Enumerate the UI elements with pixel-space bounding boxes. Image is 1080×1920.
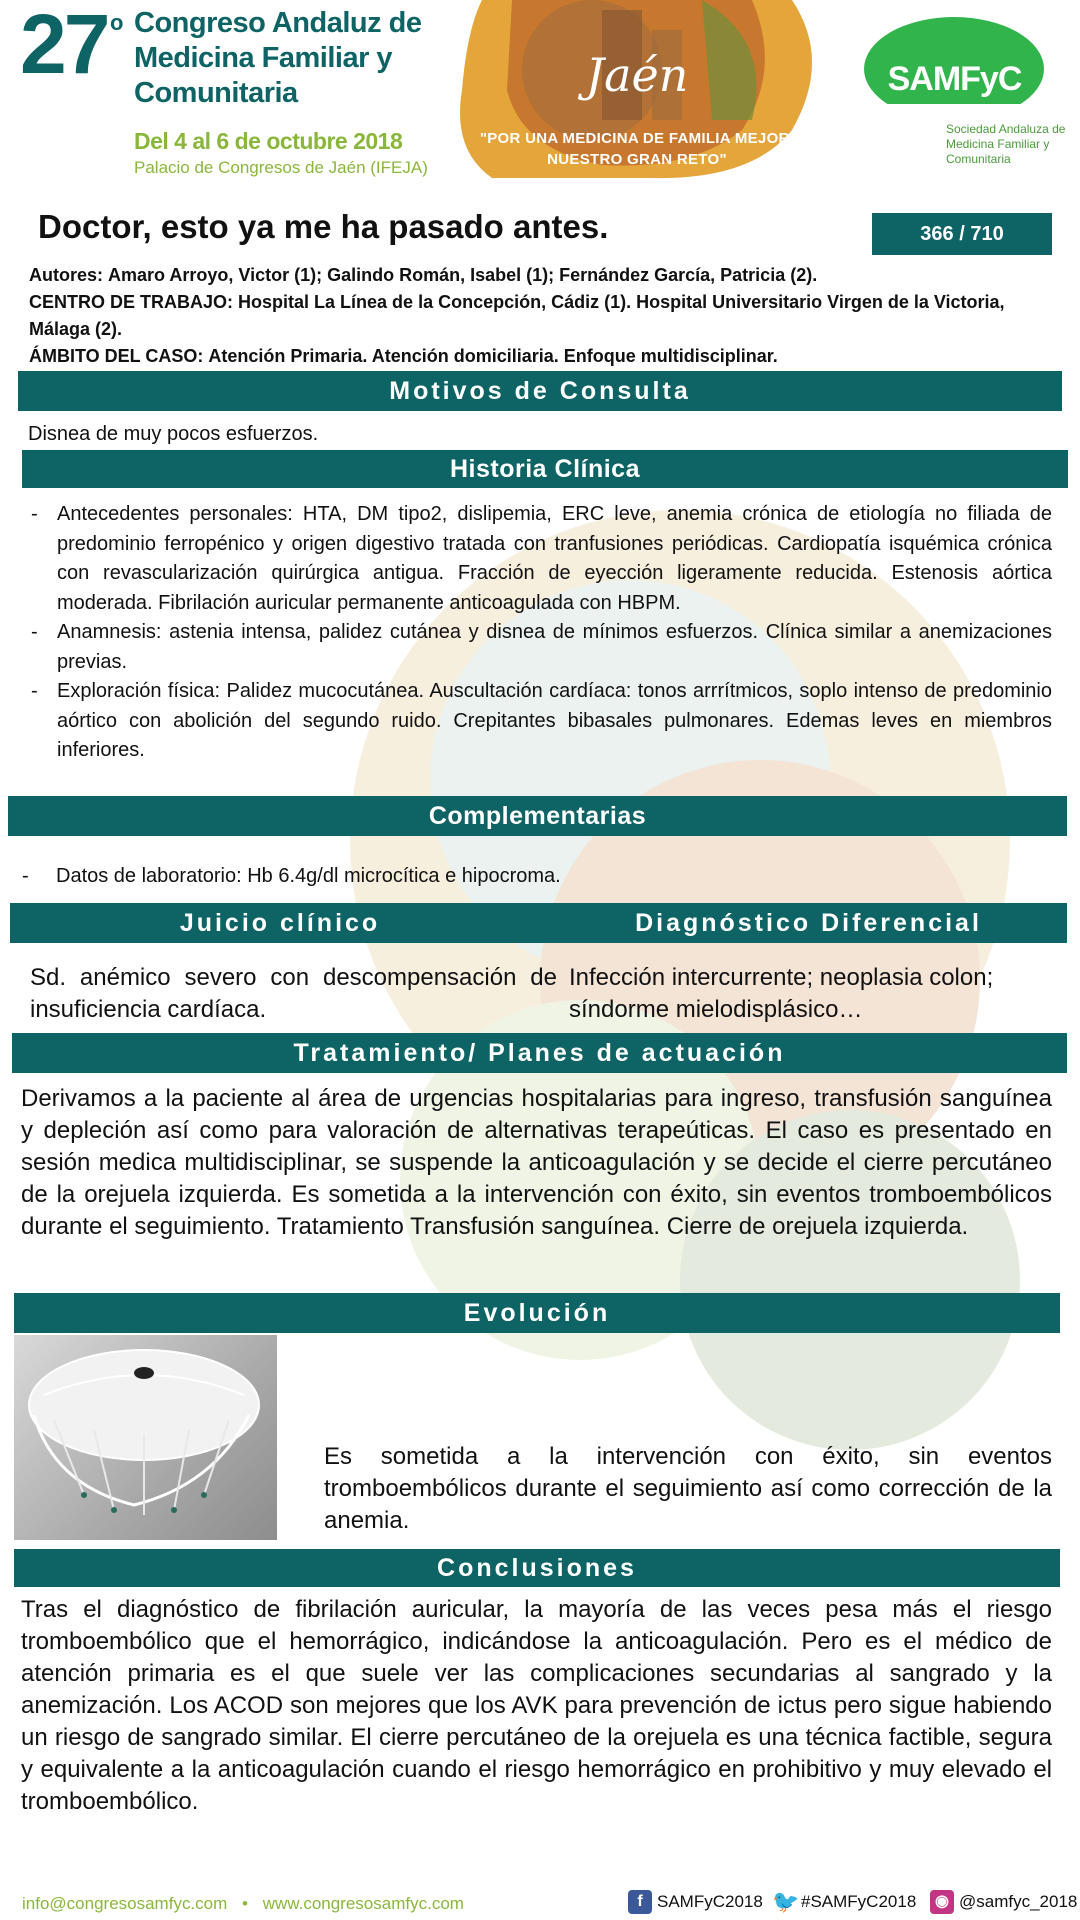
section-heading-conclusiones: Conclusiones bbox=[14, 1549, 1060, 1587]
complementarias-list bbox=[20, 862, 1050, 892]
facebook-handle: SAMFyC2018 bbox=[657, 1892, 763, 1911]
authors-value: Amaro Arroyo, Victor (1); Galindo Román, Isabel (1); Fernández García, Patricia (2). bbox=[108, 265, 818, 285]
footer-facebook[interactable] bbox=[628, 1890, 763, 1914]
congress-dates: Del 4 al 6 de octubre 2018 bbox=[134, 128, 403, 154]
evolucion-text: Es sometida a la intervención con éxito, sin eventos tromboembólicos durante el seguimiento así como corrección de la anemia. bbox=[324, 1443, 1052, 1534]
city-banner-image bbox=[452, 0, 822, 180]
slogan-line-2: NUESTRO GRAN RETO" bbox=[547, 151, 727, 168]
section-heading-historia: Historia Clínica bbox=[22, 450, 1068, 488]
congress-slogan bbox=[472, 128, 802, 170]
case-title: Doctor, esto ya me ha pasado antes. bbox=[38, 208, 609, 245]
juicio-text: Sd. anémico severo con descompensación de insuficiencia cardíaca. bbox=[30, 964, 557, 1023]
footer-separator: • bbox=[242, 1894, 248, 1913]
footer-email-link[interactable]: info@congresosamfyc.com bbox=[22, 1894, 228, 1913]
congress-header bbox=[0, 0, 1080, 185]
instagram-icon: ◉ bbox=[930, 1890, 954, 1914]
workplace-line bbox=[29, 289, 1059, 343]
twitter-icon: 🐦 bbox=[772, 1889, 800, 1914]
section-heading-juicio: Juicio clínico bbox=[179, 909, 381, 937]
diferencial-text: Infección intercurrente; neoplasia colon; síndorme mielodisplásico… bbox=[569, 964, 994, 1023]
congress-venue: Palacio de Congresos de Jaén (IFEJA) bbox=[134, 158, 428, 177]
samfyc-logo-subtitle: Sociedad Andaluza de Medicina Familiar y Comunitaria bbox=[946, 122, 1066, 166]
edition-number: 27 bbox=[20, 0, 108, 91]
section-heading-complementarias: Complementarias bbox=[8, 796, 1067, 836]
slogan-line-1: "POR UNA MEDICINA DE FAMILIA MEJOR, bbox=[479, 130, 795, 147]
workplace-value: Hospital La Línea de la Concepción, Cádiz (1). Hospital Universitario Virgen de la Victoria, Málaga (2). bbox=[29, 292, 1005, 339]
historia-item-antecedentes: - Antecedentes personales: HTA, DM tipo2, dislipemia, ERC leve, anemia crónica de etiología no filiada de predominio ferropénico y origen digestivo tratada con tranfusiones periódicas. Cardiopatía isquémica crónica con revascularización quirúrgica antigua. Fracción de eyección ligeramente reducida. Estenosis aórtica moderada. Fibrilación auricular permanente anticoagulada con HBPM. bbox=[29, 500, 1052, 618]
historia-list bbox=[29, 500, 1052, 766]
occluder-device-photo bbox=[14, 1335, 277, 1540]
congress-title: Congreso Andaluz de Medicina Familiar y Comunitaria bbox=[134, 7, 422, 109]
motivos-text: Disnea de muy pocos esfuerzos. bbox=[28, 423, 319, 445]
edition-suffix: o bbox=[110, 10, 124, 35]
footer-twitter[interactable] bbox=[772, 1890, 916, 1914]
section-heading-row bbox=[10, 903, 1067, 943]
case-metadata bbox=[29, 262, 1059, 370]
samfyc-logo-text: SAMFyC bbox=[887, 60, 1022, 98]
occluder-device-illustration bbox=[14, 1335, 277, 1540]
section-heading-diferencial: Diagnóstico Diferencial bbox=[635, 909, 982, 937]
scope-value: Atención Primaria. Atención domiciliaria. Enfoque multidisciplinar. bbox=[208, 346, 778, 366]
footer-instagram[interactable] bbox=[930, 1890, 1077, 1914]
scope-label: ÁMBITO DEL CASO: bbox=[29, 346, 204, 366]
tratamiento-text: Derivamos a la paciente al área de urgencias hospitalarias para ingreso, transfusión sanguínea y depleción así como para valoración de alternativas terapeúticas. El caso es presentado en sesión medica multidisciplinar, se suspende la anticoagulación y se decide el cierre percutáneo de la orejuela izquierda. Es sometida a la intervención con éxito, sin eventos tromboembólicos durante el seguimiento. Tratamiento Transfusión sanguínea. Cierre de orejuela izquierda. bbox=[21, 1085, 1052, 1240]
section-heading-tratamiento: Tratamiento/ Planes de actuación bbox=[12, 1033, 1067, 1073]
historia-item-anamnesis: - Anamnesis: astenia intensa, palidez cutánea y disnea de mínimos esfuerzos. Clínica similar a anemizaciones previas. bbox=[29, 618, 1052, 677]
authors-label: Autores: bbox=[29, 265, 104, 285]
case-number-badge: 366 / 710 bbox=[872, 213, 1052, 255]
workplace-label: CENTRO DE TRABAJO: bbox=[29, 292, 234, 312]
footer-website-link[interactable]: www.congresosamfyc.com bbox=[262, 1894, 464, 1913]
footer-contact bbox=[22, 1894, 464, 1914]
twitter-handle: #SAMFyC2018 bbox=[801, 1892, 917, 1911]
conclusiones-text: Tras el diagnóstico de fibrilación auricular, la mayoría de las veces pesa más el riesgo tromboembólico que el hemorrágico, indicándose la anticoagulación. Pero es el médico de atención primaria es el que suele ver las complicaciones secundarias al sangrado y la anemización. Los ACOD son mejores que los AVK para prevención de ictus pero sigue habiendo un riesgo de sangrado similar. El cierre percutáneo de la orejuela es una técnica factible, segura y equivalente a la anticoagulación cuando el riesgo hemorrágico en prohibitivo y muy elevado el tromboembólico. bbox=[21, 1596, 1052, 1815]
section-heading-motivos: Motivos de Consulta bbox=[18, 371, 1062, 411]
complementarias-item-laboratorio: - Datos de laboratorio: Hb 6.4g/dl microcítica e hipocroma. bbox=[20, 862, 1050, 892]
facebook-icon: f bbox=[628, 1890, 652, 1914]
authors-line bbox=[29, 262, 1059, 289]
historia-item-exploracion: - Exploración física: Palidez mucocutánea. Auscultación cardíaca: tonos arrrítmicos, soplo intenso de predominio aórtico con abolición del segundo ruido. Crepitantes bibasales pulmonares. Edemas leves en miembros inferiores. bbox=[29, 677, 1052, 766]
instagram-handle: @samfyc_2018 bbox=[959, 1892, 1078, 1911]
section-heading-evolucion: Evolución bbox=[14, 1293, 1060, 1333]
scope-line bbox=[29, 343, 1059, 370]
city-name: Jaén bbox=[585, 48, 689, 102]
